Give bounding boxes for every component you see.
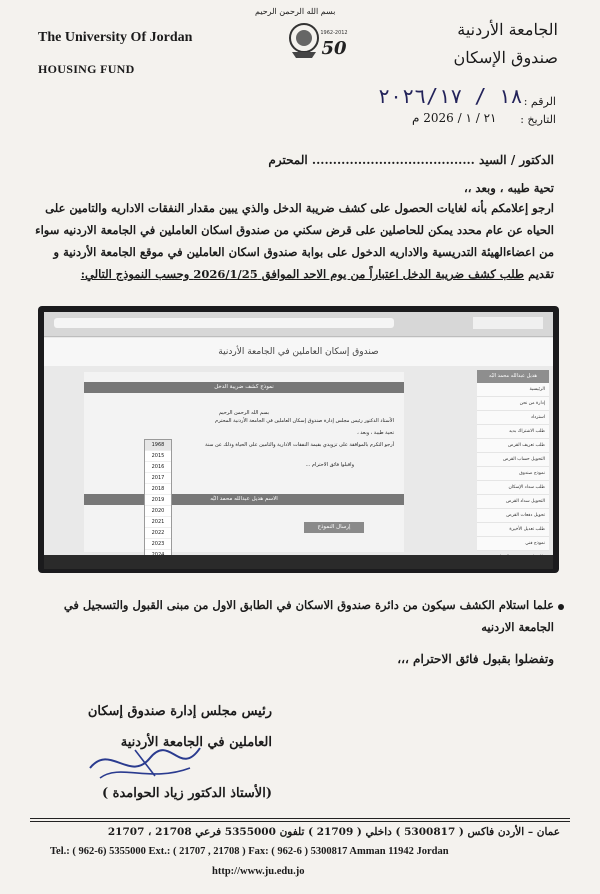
signatory-title-2: العاملين في الجامعة الأردنية [120,735,272,750]
date-value: ٢١ / ١ / 2026 م [412,111,497,125]
closing-thanks: وتفضلوا بقبول فائق الاحترام ،،، [397,652,554,666]
form-title-bar: نموذج كشف ضريبة الدخل [84,382,404,393]
year-option[interactable]: 2015 [145,451,171,462]
sidebar-item: طلب تعديل الأخيرة [477,523,549,537]
screenshot-screen [44,312,553,557]
footer-contact-ar: عمان – الأردن فاكس ( 5300817 ) داخلي ( 21709 ) تلفون 5355000 فرعي 21708 ، 21707 [107,826,560,838]
year-option[interactable]: 2022 [145,528,171,539]
bullet-icon [558,604,564,610]
year-option[interactable]: 2020 [145,506,171,517]
form-body: أرجو التكرم بالموافقة على تزويدي بقيمة النفقات الادارية والتامين على الحياة وذلك عن سنة [205,442,394,448]
sidebar-item: طلب الاشتراك بديد [477,425,549,439]
housing-fund-ar: صندوق الإسكان [453,48,558,67]
year-option[interactable]: 2016 [145,462,171,473]
signatory-name: (الأستاذ الدكتور زياد الحوامدة ) [101,786,272,801]
sidebar-item: الرئيسية [477,383,549,397]
form-name-bar: الاسم هديل عبدالله محمد البُه [84,494,404,505]
sidebar-item: طلب سداد الإسكان [477,481,549,495]
sidebar-item: نموذج فني [477,537,549,551]
form-close: واقبلوا فائق الاحترام ... [305,462,354,468]
year-option[interactable]: 2019 [145,495,171,506]
sidebar-item: التحويل حساب القرض [477,453,549,467]
os-taskbar [44,555,553,569]
year-option[interactable]: 2018 [145,484,171,495]
letter-body-underlined: طلب كشف ضريبة الدخل اعتباراً من يوم الاحد الموافق 2026/1/25 وحسب النموذج التالي: [80,267,525,281]
form-greeting: تحية طيبة ، وبعد ، [357,430,394,436]
letter-body [34,197,554,285]
sidebar-item: نموذج صندوق [477,467,549,481]
embedded-screenshot [38,306,559,573]
addressee: الدكتور / السيد ....................................... المحترم [268,153,554,167]
university-logo-icon [282,14,352,70]
form-to: الأستاذ الدكتور رئيس مجلس إدارة صندوق إسكان العاملين في الجامعة الأردنية المحترم [215,418,394,424]
footer-divider-2 [30,821,570,822]
university-name-en: The University Of Jordan [38,30,193,45]
ref-label: الرقم : [523,95,556,108]
portal-banner: صندوق إسكان العاملين في الجامعة الأردنية [44,338,553,366]
logo-number: 50 [321,38,347,59]
portal-form [84,372,404,552]
sidebar-item: تحويل دفعات القرض [477,509,549,523]
logo-years: 1962-2012 [320,30,348,36]
browser-header [44,312,553,337]
portal-sidebar [477,370,549,550]
year-option[interactable]: 2021 [145,517,171,528]
sidebar-item: التحويل سداد القرض [477,495,549,509]
year-option[interactable]: 2017 [145,473,171,484]
top-basmala: بسم الله الرحمن الرحيم [255,7,336,16]
letter-body-main: ارجو إعلامكم بأنه لغايات الحصول على كشف ضريبة الدخل والذي يبين مقدار النفقات الاداريه والتامين على الحياه عن عام محدد يمكن للحاصلين على قرض سكني من صندوق اسكان العاملين في الجامعة الاردنيه سواء من اعضاءالهيئة التدريسية والاداريه الدخول على بوابة صندوق اسكان العاملين في موقع الجامعة الأردنية و تقديم [35,201,554,281]
footer-contact-en: Tel.: ( 962-6) 5355000 Ext.: ( 21707 , 21708 ) Fax: ( 962-6 ) 5300817 Amman 11942 Jordan [50,846,449,857]
browser-address-bar [54,318,394,328]
browser-tab [473,317,543,329]
housing-fund-en: HOUSING FUND [38,62,135,76]
year-dropdown[interactable] [144,439,172,565]
university-name-ar: الجامعة الأردنية [457,20,558,39]
sidebar-item: طلب تعريف القرض [477,439,549,453]
year-option-selected[interactable]: 1968 [145,440,171,451]
sidebar-item: إدارة من نحن [477,397,549,411]
date-label: التاريخ : [520,113,556,126]
handwritten-signature-icon [80,738,210,788]
submit-button[interactable]: إرسال النموذج [304,522,364,533]
footer-website-link[interactable]: http://www.ju.edu.jo [212,866,305,877]
sidebar-item: استرداد [477,411,549,425]
ref-value: ١٨ / ٢٠٢٦/١٧ [378,84,523,108]
year-option[interactable]: 2023 [145,539,171,550]
form-basmala: بسم الله الرحمن الرحيم [218,410,270,416]
pickup-note: علما استلام الكشف سيكون من دائرة صندوق الاسكان في الطابق الاول من مبنى القبول والتسجيل في الجامعة الاردنيه [63,598,554,634]
portal-user-name: هديل عبدالله محمد البُه [477,370,549,383]
greeting: تحية طيبه ، وبعد ،، [463,181,554,195]
footer-divider [30,818,570,819]
signatory-title-1: رئيس مجلس إدارة صندوق إسكان [87,704,272,719]
